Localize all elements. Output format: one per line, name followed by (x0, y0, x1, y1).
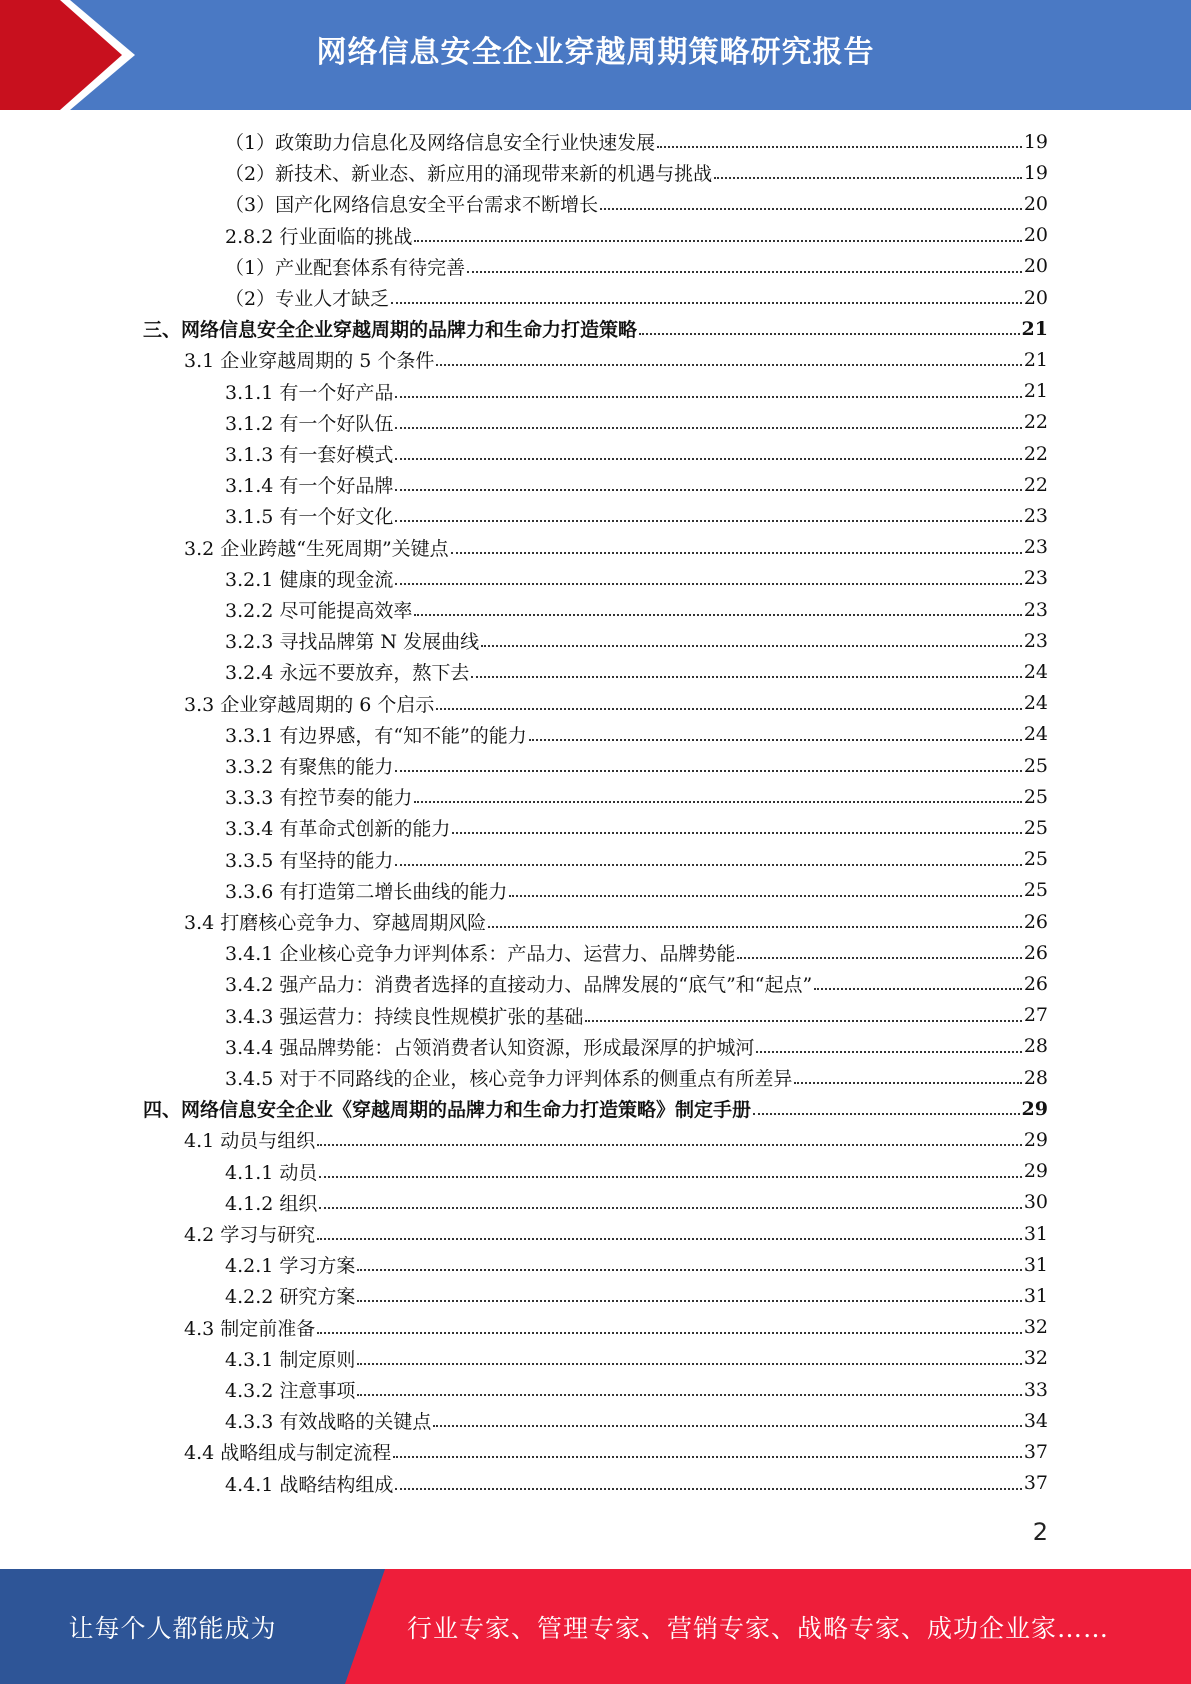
toc-leader-dots (529, 738, 1022, 741)
toc-entry-page: 25 (1023, 816, 1048, 839)
toc-entry-page: 20 (1023, 224, 1048, 247)
toc-leader-dots (414, 239, 1021, 242)
toc-entry-label: 3.3.3 有控节奏的能力 (225, 787, 413, 810)
toc-entry[interactable] (225, 157, 1048, 188)
toc-entry-page: 26 (1023, 910, 1048, 933)
toc-leader-dots (395, 1487, 1021, 1490)
toc-leader-dots (357, 1393, 1021, 1396)
toc-entry-page: 31 (1023, 1253, 1048, 1276)
toc-entry-label: 4.3.3 有效战略的关键点 (225, 1411, 432, 1434)
toc-entry[interactable] (225, 1031, 1048, 1062)
toc-leader-dots (395, 582, 1021, 585)
toc-entry[interactable] (225, 563, 1048, 594)
toc-entry[interactable] (184, 532, 1048, 563)
toc-entry[interactable] (225, 812, 1048, 843)
toc-leader-dots (414, 613, 1021, 616)
toc-entry-label: 4.2.2 研究方案 (225, 1286, 356, 1309)
toc-leader-dots (395, 769, 1021, 772)
toc-leader-dots (467, 270, 1022, 273)
toc-entry-label: 3.4 打磨核心竞争力、穿越周期风险 (184, 912, 487, 934)
footer-roles: 行业专家、管理专家、营销专家、战略专家、成功企业家…… (406, 1613, 1109, 1643)
toc-entry[interactable] (225, 1156, 1048, 1187)
toc-entry-label: 3.2.1 健康的现金流 (225, 568, 394, 591)
toc-entry-label: 4.4.1 战略结构组成 (225, 1473, 394, 1496)
page-header (0, 0, 1191, 110)
toc-leader-dots (488, 925, 1022, 928)
toc-leader-dots (391, 301, 1022, 304)
toc-entry[interactable] (184, 688, 1048, 719)
toc-leader-dots (357, 1362, 1021, 1365)
toc-entry-page: 31 (1023, 1222, 1048, 1245)
toc-entry-page: 25 (1023, 879, 1048, 902)
toc-entry-page: 24 (1023, 660, 1048, 683)
toc-leader-dots (814, 987, 1022, 990)
toc-entry-label: （1）政策助力信息化及网络信息安全行业快速发展 (225, 132, 656, 154)
toc-entry-label: 3.2.3 寻找品牌第 N 发展曲线 (225, 631, 480, 654)
toc-leader-dots (393, 1455, 1022, 1458)
toc-entry[interactable] (225, 1374, 1048, 1405)
toc-entry-label: 3.3.4 有革命式创新的能力 (225, 818, 451, 841)
toc-entry-page: 30 (1023, 1191, 1048, 1214)
toc-entry-label: 3.4.4 强品牌势能：占领消费者认知资源，形成最深厚的护城河 (225, 1036, 755, 1059)
toc-leader-dots (433, 1424, 1021, 1427)
toc-leader-dots (794, 1081, 1021, 1084)
toc-leader-dots (639, 332, 1020, 335)
toc-entry[interactable] (225, 469, 1048, 500)
toc-entry-label: 3.4.2 强产品力：消费者选择的直接动力、品牌发展的“底气”和“起点” (225, 974, 813, 997)
toc-entry-label: 4.1.2 组织 (225, 1192, 318, 1215)
toc-entry[interactable] (225, 126, 1048, 157)
toc-entry[interactable] (184, 906, 1048, 937)
toc-leader-dots (395, 395, 1021, 398)
toc-entry[interactable] (225, 1405, 1048, 1436)
toc-entry[interactable] (184, 1218, 1048, 1249)
toc-entry-label: 3.1.3 有一套好模式 (225, 444, 394, 466)
toc-entry-label: 3.2.4 永远不要放弃，熬下去 (225, 662, 470, 685)
toc-entry-page: 33 (1023, 1378, 1048, 1401)
toc-entry[interactable] (225, 844, 1048, 875)
toc-entry[interactable] (225, 1000, 1048, 1031)
toc-entry-page: 32 (1023, 1347, 1048, 1370)
toc-leader-dots (395, 863, 1021, 866)
toc-leader-dots (714, 176, 1022, 179)
toc-entry[interactable] (225, 1249, 1048, 1280)
toc-entry-label: 3.3.2 有聚焦的能力 (225, 756, 394, 778)
toc-leader-dots (395, 519, 1021, 522)
toc-leader-dots (753, 1112, 1020, 1115)
toc-entry-page: 28 (1023, 1066, 1048, 1089)
toc-entry-page: 25 (1023, 754, 1048, 777)
toc-entry-label: 4.1.1 动员 (225, 1161, 318, 1184)
toc-entry-page: 20 (1023, 286, 1048, 309)
toc-entry-page: 21 (1023, 380, 1048, 403)
toc-entry-label: （1）产业配套体系有待完善 (225, 256, 466, 279)
toc-entry-page: 24 (1023, 692, 1048, 715)
toc-entry-label: 三、网络信息安全企业穿越周期的品牌力和生命力打造策略 (143, 319, 638, 342)
toc-entry-page: 19 (1023, 161, 1048, 184)
toc-leader-dots (414, 800, 1021, 803)
toc-leader-dots (451, 551, 1022, 554)
toc-entry-page: 29 (1023, 1128, 1048, 1151)
toc-entry[interactable] (225, 594, 1048, 625)
toc-leader-dots (600, 207, 1022, 210)
toc-entry-label: 4.1 动员与组织 (184, 1130, 316, 1153)
toc-leader-dots (395, 488, 1021, 491)
toc-entry-page: 22 (1023, 442, 1048, 465)
toc-leader-dots (452, 831, 1021, 834)
toc-entry-label: 3.3 企业穿越周期的 6 个启示 (184, 693, 435, 716)
toc-entry[interactable] (225, 1280, 1048, 1311)
toc-entry-page: 27 (1023, 1004, 1048, 1027)
toc-entry[interactable] (225, 968, 1048, 999)
toc-leader-dots (317, 1331, 1022, 1334)
toc-entry-page: 22 (1023, 411, 1048, 434)
toc-leader-dots (657, 145, 1022, 148)
toc-entry-label: 3.4.5 对于不同路线的企业，核心竞争力评判体系的侧重点有所差异 (225, 1068, 793, 1090)
header-title: 网络信息安全企业穿越周期策略研究报告 (316, 35, 875, 70)
toc-leader-dots (317, 1143, 1022, 1146)
toc-entry[interactable] (225, 1468, 1048, 1499)
toc-entry[interactable] (143, 313, 1048, 344)
toc-entry-page: 29 (1021, 1097, 1048, 1120)
toc-entry[interactable] (225, 188, 1048, 219)
toc-entry-page: 23 (1023, 536, 1048, 559)
toc-leader-dots (585, 1019, 1021, 1022)
toc-entry[interactable] (184, 1312, 1048, 1343)
toc-entry-label: 4.2 学习与研究 (184, 1224, 316, 1246)
toc-entry-label: 3.1.2 有一个好队伍 (225, 412, 394, 435)
toc-leader-dots (737, 956, 1021, 959)
toc-entry-label: 3.4.1 企业核心竞争力评判体系：产品力、运营力、品牌势能 (225, 943, 736, 966)
toc-entry[interactable] (225, 282, 1048, 313)
toc-leader-dots (319, 1206, 1021, 1209)
toc-entry[interactable] (225, 220, 1048, 251)
toc-entry-label: 4.4 战略组成与制定流程 (184, 1442, 392, 1465)
toc-entry-page: 34 (1023, 1409, 1048, 1432)
toc-entry-label: 3.1 企业穿越周期的 5 个条件 (184, 350, 435, 373)
toc-entry[interactable] (225, 1343, 1048, 1374)
toc-leader-dots (395, 457, 1021, 460)
toc-entry-page: 23 (1023, 629, 1048, 652)
toc-entry[interactable] (225, 407, 1048, 438)
toc-leader-dots (319, 1175, 1021, 1178)
toc-entry[interactable] (225, 781, 1048, 812)
toc-leader-dots (756, 1050, 1021, 1053)
toc-entry-page: 19 (1023, 130, 1048, 153)
toc-entry-label: 4.3.2 注意事项 (225, 1380, 356, 1402)
toc-leader-dots (436, 363, 1021, 366)
toc-entry-label: 四、网络信息安全企业《穿越周期的品牌力和生命力打造策略》制定手册 (143, 1099, 752, 1122)
toc-leader-dots (317, 1237, 1022, 1240)
toc-leader-dots (436, 707, 1021, 710)
toc-entry-page: 28 (1023, 1035, 1048, 1058)
toc-entry-page: 24 (1023, 723, 1048, 746)
toc-leader-dots (357, 1268, 1021, 1271)
toc-entry-page: 37 (1023, 1472, 1048, 1495)
toc-entry-page: 21 (1023, 348, 1048, 371)
toc-entry[interactable] (225, 719, 1048, 750)
toc-entry-page: 23 (1023, 504, 1048, 527)
toc-entry-label: 3.2 企业跨越“生死周期”关键点 (184, 537, 449, 560)
toc-entry[interactable] (143, 1093, 1048, 1124)
toc-entry-label: 3.4.3 强运营力：持续良性规模扩张的基础 (225, 1005, 584, 1028)
toc-entry[interactable] (184, 1436, 1048, 1467)
toc-entry-page: 25 (1023, 848, 1048, 871)
toc-entry-page: 22 (1023, 473, 1048, 496)
toc-entry-label: 3.2.2 尽可能提高效率 (225, 600, 413, 622)
toc-entry[interactable] (225, 1062, 1048, 1093)
toc-entry-page: 25 (1023, 785, 1048, 808)
toc-entry-label: 3.3.5 有坚持的能力 (225, 849, 394, 872)
toc-entry[interactable] (225, 750, 1048, 781)
page-number: 2 (1032, 1518, 1048, 1546)
toc-entry-label: 4.3 制定前准备 (184, 1317, 316, 1340)
toc-entry[interactable] (184, 1124, 1048, 1155)
toc-entry-label: （2）专业人才缺乏 (225, 288, 390, 310)
toc-entry[interactable] (225, 875, 1048, 906)
footer-slogan: 让每个人都能成为 (68, 1613, 277, 1643)
toc-leader-dots (471, 675, 1021, 678)
toc-entry[interactable] (225, 1187, 1048, 1218)
toc-entry-page: 23 (1023, 567, 1048, 590)
toc-entry-label: 4.3.1 制定原则 (225, 1348, 356, 1371)
toc-entry-label: 3.1.5 有一个好文化 (225, 506, 394, 529)
toc-entry[interactable] (225, 438, 1048, 469)
toc-entry[interactable] (225, 500, 1048, 531)
toc-entry[interactable] (225, 251, 1048, 282)
toc-entry-page: 26 (1023, 972, 1048, 995)
toc-leader-dots (357, 1299, 1021, 1302)
toc-entry-label: （3）国产化网络信息安全平台需求不断增长 (225, 194, 599, 217)
toc-entry-page: 23 (1023, 598, 1048, 621)
toc-entry-label: 3.3.1 有边界感，有“知不能”的能力 (225, 724, 527, 747)
toc-entry-page: 37 (1023, 1440, 1048, 1463)
toc-entry[interactable] (225, 656, 1048, 687)
toc-entry-page: 21 (1021, 317, 1048, 340)
toc-entry-label: 3.1.1 有一个好产品 (225, 381, 394, 404)
toc-entry-label: 3.1.4 有一个好品牌 (225, 475, 394, 498)
page-footer (0, 1569, 1191, 1684)
toc-entry-page: 26 (1023, 941, 1048, 964)
toc-entry-page: 32 (1023, 1316, 1048, 1339)
toc-entry-page: 20 (1023, 192, 1048, 215)
toc-entry-page: 20 (1023, 255, 1048, 278)
toc-entry[interactable] (225, 376, 1048, 407)
toc-entry-page: 29 (1023, 1160, 1048, 1183)
toc-leader-dots (509, 894, 1021, 897)
toc-leader-dots (481, 644, 1022, 647)
toc-entry[interactable] (225, 625, 1048, 656)
toc-entry[interactable] (225, 937, 1048, 968)
toc-leader-dots (395, 426, 1021, 429)
toc-entry-page: 31 (1023, 1284, 1048, 1307)
toc-entry-label: 2.8.2 行业面临的挑战 (225, 225, 413, 248)
toc-entry[interactable] (184, 344, 1048, 375)
toc-entry-label: 3.3.6 有打造第二增长曲线的能力 (225, 880, 508, 903)
toc-entry-label: 4.2.1 学习方案 (225, 1255, 356, 1278)
toc-entry-label: （2）新技术、新业态、新应用的涌现带来新的机遇与挑战 (225, 163, 713, 186)
